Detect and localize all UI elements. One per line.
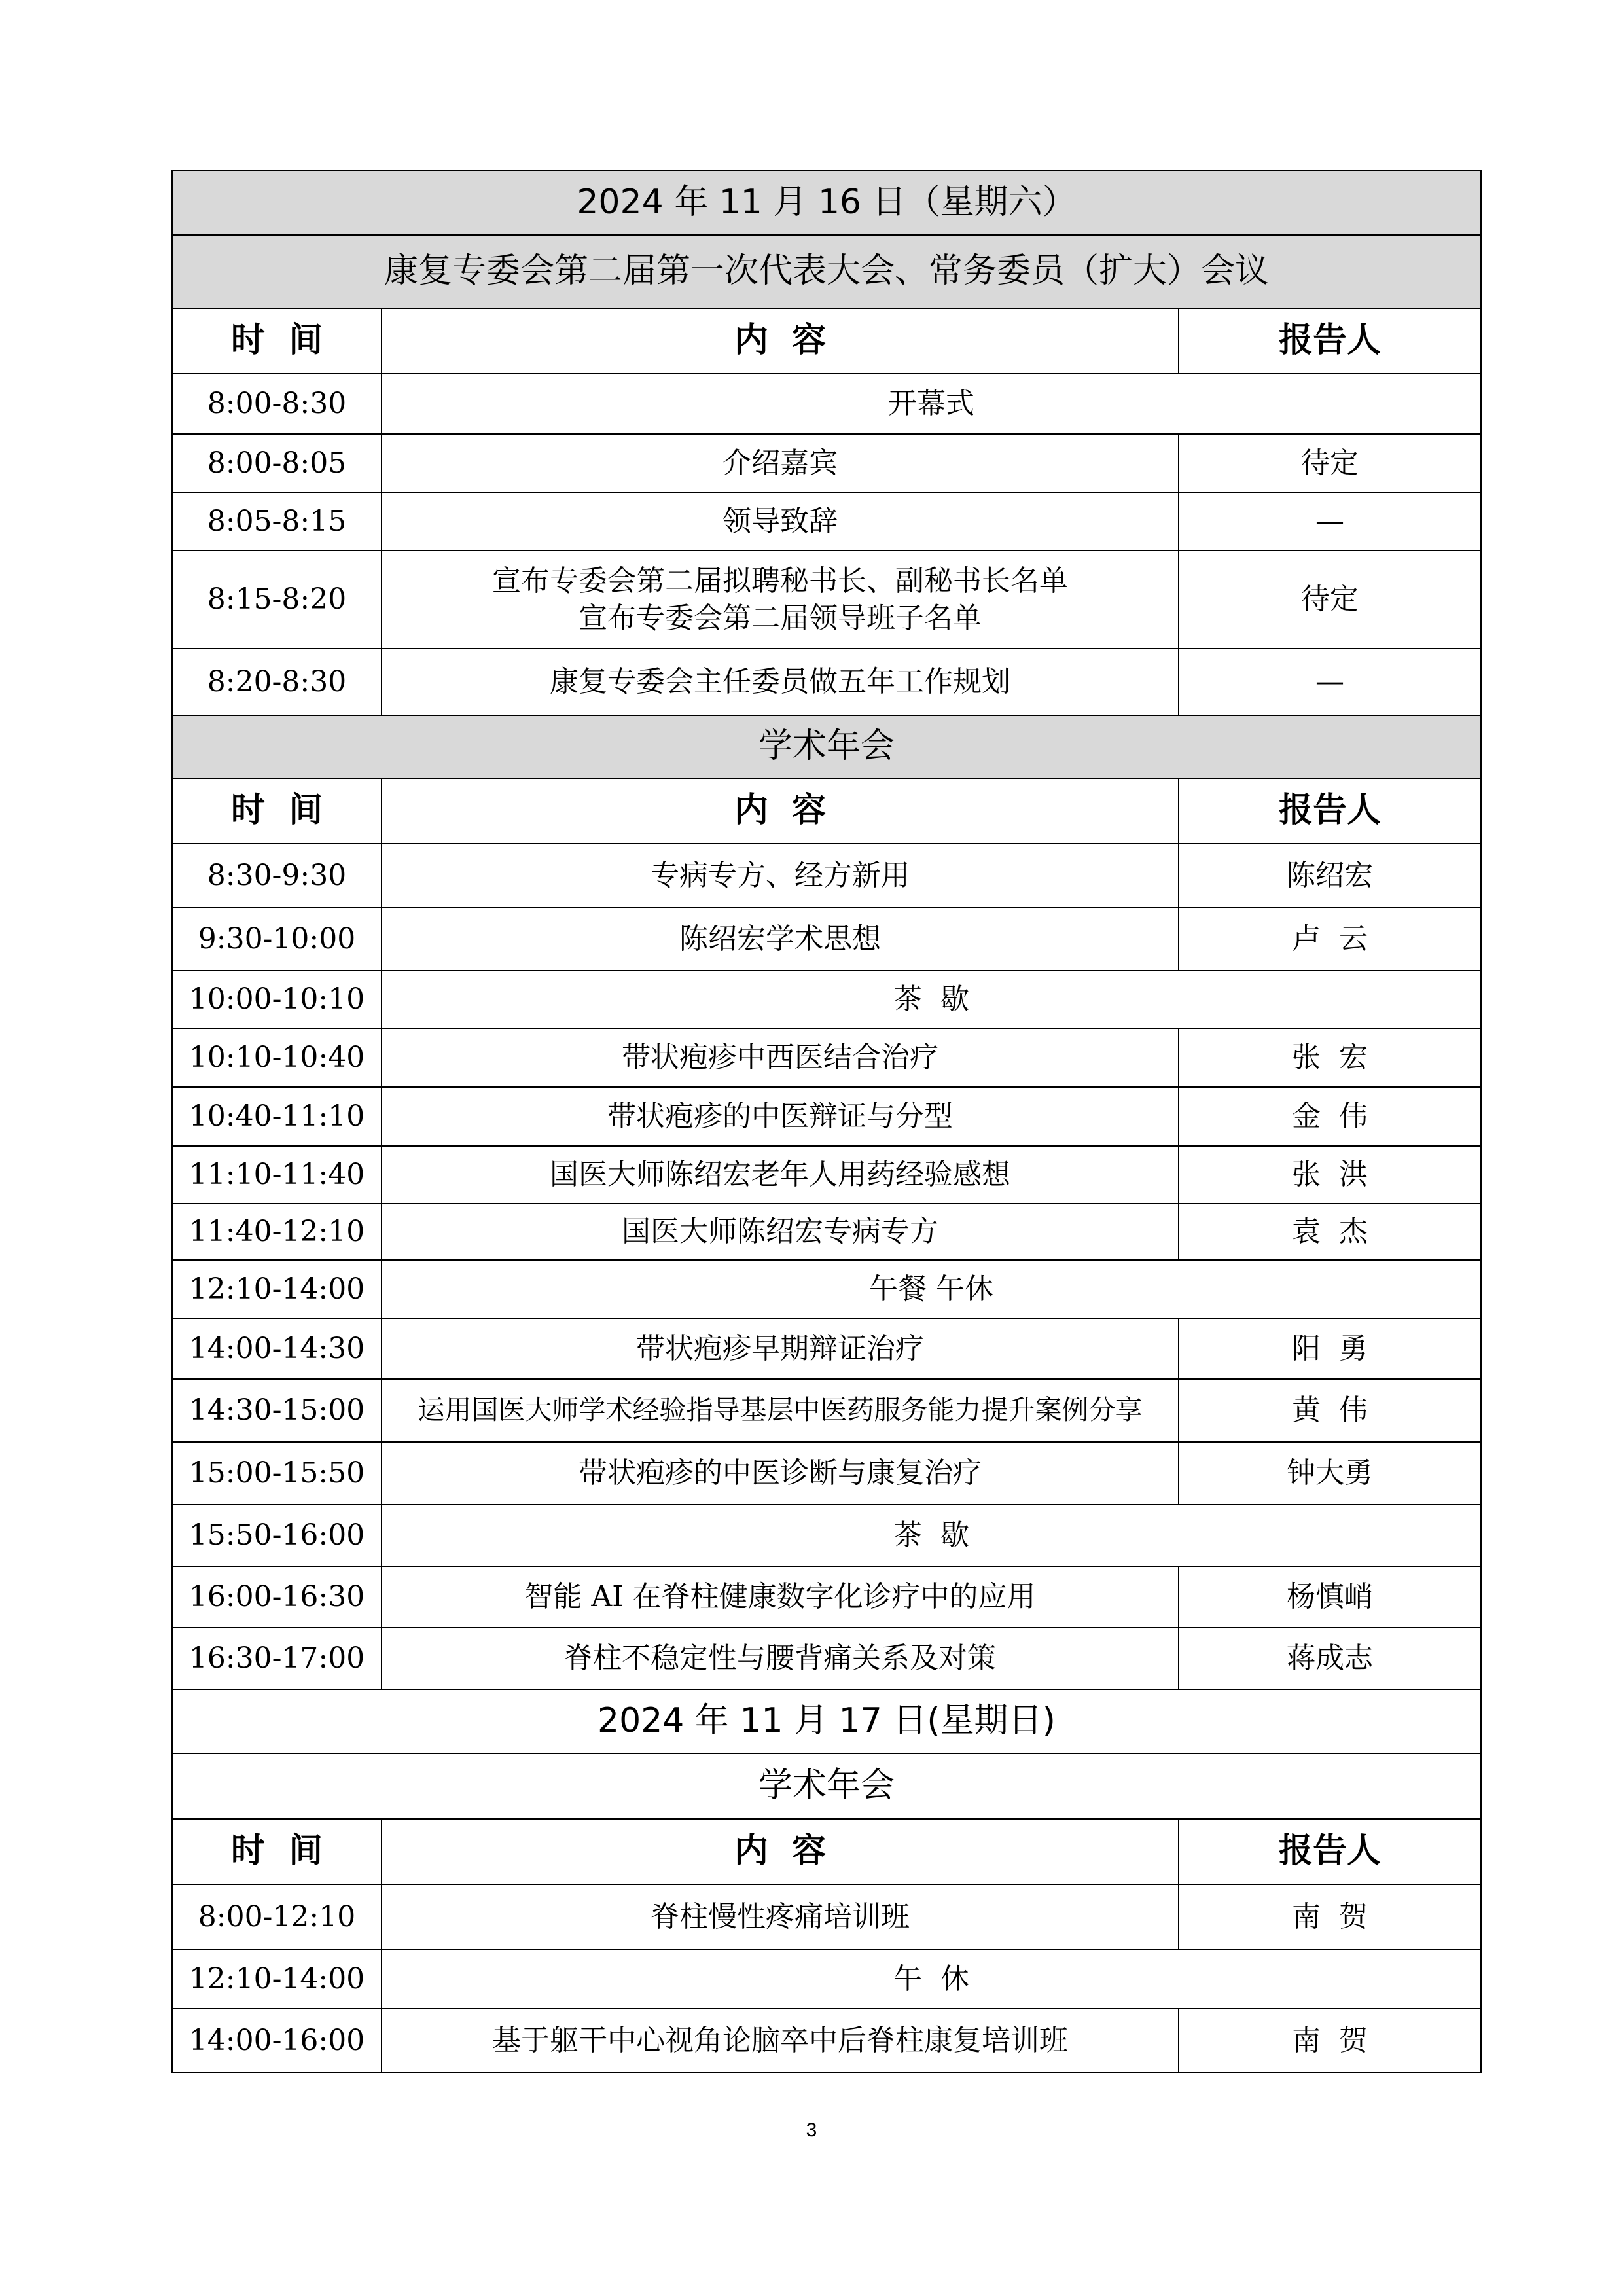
row-speaker: 阳 勇 (1179, 1319, 1481, 1379)
header-time: 时 间 (172, 308, 382, 374)
row-speaker: 钟大勇 (1179, 1442, 1481, 1505)
row-speaker: 蒋成志 (1179, 1628, 1481, 1689)
row-content: 带状疱疹中西医结合治疗 (382, 1028, 1179, 1087)
row-content (382, 550, 1179, 649)
header-speaker: 报告人 (1179, 778, 1481, 844)
row-speaker: — (1179, 493, 1481, 550)
row-speaker: 张 宏 (1179, 1028, 1481, 1087)
header-time: 时 间 (172, 778, 382, 844)
day1-session2-header-row (172, 778, 1481, 844)
row-time: 8:00-8:30 (172, 374, 382, 434)
row-speaker: 卢 云 (1179, 908, 1481, 971)
header-content: 内 容 (382, 778, 1179, 844)
day1-session2-title: 学术年会 (172, 715, 1481, 778)
row-content: 介绍嘉宾 (382, 434, 1179, 493)
row-time: 12:10-14:00 (172, 1950, 382, 2009)
row-speaker: — (1179, 649, 1481, 715)
row-content: 午 休 (382, 1950, 1481, 2009)
row-speaker: 金 伟 (1179, 1087, 1481, 1146)
row-content: 开幕式 (382, 374, 1481, 434)
row-speaker: 张 洪 (1179, 1146, 1481, 1204)
table-row (172, 649, 1481, 715)
table-row (172, 908, 1481, 971)
row-content-line: 宣布专委会第二届拟聘秘书长、副秘书长名单 (492, 564, 1068, 598)
row-content-line: 宣布专委会第二届领导班子名单 (579, 601, 982, 635)
schedule-table (171, 170, 1482, 2073)
row-speaker: 杨慎峭 (1179, 1566, 1481, 1628)
row-time: 9:30-10:00 (172, 908, 382, 971)
table-row (172, 1028, 1481, 1087)
table-row (172, 1950, 1481, 2009)
table-row (172, 1379, 1481, 1442)
row-content: 专病专方、经方新用 (382, 844, 1179, 908)
row-content: 国医大师陈绍宏老年人用药经验感想 (382, 1146, 1179, 1204)
day1-session1-title-row (172, 235, 1481, 308)
table-row (172, 971, 1481, 1028)
row-time: 8:05-8:15 (172, 493, 382, 550)
row-content: 带状疱疹早期辩证治疗 (382, 1319, 1179, 1379)
row-time: 10:40-11:10 (172, 1087, 382, 1146)
page-number: 3 (806, 2119, 817, 2141)
row-speaker: 待定 (1179, 550, 1481, 649)
row-content: 康复专委会主任委员做五年工作规划 (382, 649, 1179, 715)
row-content: 茶 歇 (382, 971, 1481, 1028)
row-time: 8:15-8:20 (172, 550, 382, 649)
row-speaker: 南 贺 (1179, 2009, 1481, 2073)
day2-date-title: 2024 年 11 月 17 日(星期日) (172, 1689, 1481, 1753)
table-row (172, 493, 1481, 550)
day1-session2-title-row (172, 715, 1481, 778)
row-content: 脊柱慢性疼痛培训班 (382, 1884, 1179, 1950)
row-time: 10:00-10:10 (172, 971, 382, 1028)
day2-session1-title-row (172, 1753, 1481, 1819)
table-row (172, 1319, 1481, 1379)
row-speaker: 待定 (1179, 434, 1481, 493)
table-row (172, 1505, 1481, 1566)
row-content: 运用国医大师学术经验指导基层中医药服务能力提升案例分享 (382, 1379, 1179, 1442)
day1-date-title: 2024 年 11 月 16 日（星期六） (172, 171, 1481, 235)
row-content: 午餐 午休 (382, 1260, 1481, 1319)
row-time: 14:30-15:00 (172, 1379, 382, 1442)
table-row (172, 1884, 1481, 1950)
header-speaker: 报告人 (1179, 308, 1481, 374)
header-content: 内 容 (382, 1819, 1179, 1884)
table-row (172, 1566, 1481, 1628)
row-time: 15:00-15:50 (172, 1442, 382, 1505)
row-content: 脊柱不稳定性与腰背痛关系及对策 (382, 1628, 1179, 1689)
row-time: 11:40-12:10 (172, 1204, 382, 1260)
row-time: 14:00-16:00 (172, 2009, 382, 2073)
day1-session1-title: 康复专委会第二届第一次代表大会、常务委员（扩大）会议 (172, 235, 1481, 308)
row-time: 11:10-11:40 (172, 1146, 382, 1204)
row-time: 12:10-14:00 (172, 1260, 382, 1319)
row-content: 茶 歇 (382, 1505, 1481, 1566)
day2-session1-title: 学术年会 (172, 1753, 1481, 1819)
row-time: 14:00-14:30 (172, 1319, 382, 1379)
table-row (172, 1204, 1481, 1260)
row-time: 8:20-8:30 (172, 649, 382, 715)
row-content: 带状疱疹的中医诊断与康复治疗 (382, 1442, 1179, 1505)
table-row (172, 434, 1481, 493)
table-row (172, 2009, 1481, 2073)
row-speaker: 南 贺 (1179, 1884, 1481, 1950)
table-row (172, 550, 1481, 649)
row-speaker: 黄 伟 (1179, 1379, 1481, 1442)
row-time: 15:50-16:00 (172, 1505, 382, 1566)
row-content: 带状疱疹的中医辩证与分型 (382, 1087, 1179, 1146)
table-row (172, 1087, 1481, 1146)
row-time: 16:00-16:30 (172, 1566, 382, 1628)
day2-session1-header-row (172, 1819, 1481, 1884)
row-content: 智能 AI 在脊柱健康数字化诊疗中的应用 (382, 1566, 1179, 1628)
table-row (172, 1260, 1481, 1319)
day2-date-row (172, 1689, 1481, 1753)
table-row (172, 374, 1481, 434)
row-time: 8:00-12:10 (172, 1884, 382, 1950)
header-speaker: 报告人 (1179, 1819, 1481, 1884)
row-speaker: 陈绍宏 (1179, 844, 1481, 908)
header-time: 时 间 (172, 1819, 382, 1884)
row-content: 领导致辞 (382, 493, 1179, 550)
row-time: 16:30-17:00 (172, 1628, 382, 1689)
row-content: 陈绍宏学术思想 (382, 908, 1179, 971)
table-row (172, 1442, 1481, 1505)
table-row (172, 844, 1481, 908)
table-row (172, 1628, 1481, 1689)
row-content: 国医大师陈绍宏专病专方 (382, 1204, 1179, 1260)
row-time: 10:10-10:40 (172, 1028, 382, 1087)
day1-session1-header-row (172, 308, 1481, 374)
header-content: 内 容 (382, 308, 1179, 374)
row-time: 8:00-8:05 (172, 434, 382, 493)
table-row (172, 1146, 1481, 1204)
day1-date-row (172, 171, 1481, 235)
row-speaker: 袁 杰 (1179, 1204, 1481, 1260)
row-content: 基于躯干中心视角论脑卒中后脊柱康复培训班 (382, 2009, 1179, 2073)
row-time: 8:30-9:30 (172, 844, 382, 908)
